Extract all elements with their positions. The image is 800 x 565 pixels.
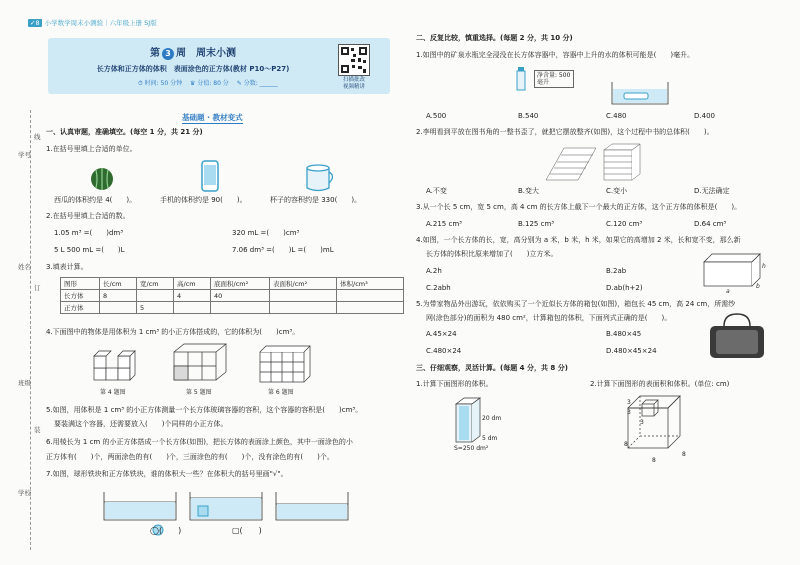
answer-cube[interactable]: ▢( ) bbox=[232, 526, 262, 535]
table-header: 底面积/cm² bbox=[211, 278, 270, 290]
cube-label: 3 bbox=[627, 399, 631, 406]
cube-label: 3 bbox=[627, 409, 631, 416]
table-cell bbox=[270, 290, 337, 302]
table-header: 图形 bbox=[61, 278, 100, 290]
painted-cuboid-figure bbox=[258, 344, 312, 384]
table-cell: 5 bbox=[137, 302, 174, 314]
question-4: 4.下面图中的物体是用体积为 1 cm³ 的小正方体搭成的，它的体积为( )cm³。 bbox=[46, 328, 300, 336]
choice-5-option[interactable]: C.480×24 bbox=[426, 347, 462, 355]
table-cell bbox=[174, 302, 211, 314]
figure-label: 第 6 题图 bbox=[268, 389, 294, 396]
cube-label: 8 bbox=[652, 457, 656, 464]
choice-1-option[interactable]: A.500 bbox=[426, 112, 447, 120]
table-header: 体积/cm³ bbox=[337, 278, 404, 290]
section-1-heading: 一、认真审题，准确填空。(每空 1 分，共 21 分) bbox=[46, 128, 203, 136]
glass-container-figure bbox=[170, 340, 230, 384]
question-5a: 5.如图，用体积是 1 cm³ 的小正方体测量一个长方体玻璃容器的容积，这个容器的容积是( )cm³。 bbox=[46, 406, 363, 414]
choice-3-option[interactable]: A.215 cm³ bbox=[426, 220, 462, 228]
table-header: 长/cm bbox=[100, 278, 137, 290]
choice-5-option[interactable]: B.480×45 bbox=[606, 330, 642, 338]
table-cell: 8 bbox=[100, 290, 137, 302]
table-cell: 正方体 bbox=[61, 302, 100, 314]
choice-1: 1.如图中的矿泉水瓶完全浸没在长方体容器中，容器中上升的水的体积可能是( )毫升。 bbox=[416, 51, 695, 59]
choice-2-option[interactable]: D.无法确定 bbox=[694, 187, 730, 195]
table-cell bbox=[337, 302, 404, 314]
choice-3-option[interactable]: D.64 cm³ bbox=[694, 220, 727, 228]
choice-3: 3.从一个长 5 cm，宽 5 cm，高 4 cm 的长方体上截下一个最大的正方体，这个正方体的体积是( )。 bbox=[416, 203, 742, 211]
table-cell: 4 bbox=[174, 290, 211, 302]
cube-label: 8 bbox=[624, 441, 628, 448]
section-2-heading: 二、反复比较，慎重选择。(每题 2 分，共 10 分) bbox=[416, 34, 573, 42]
qr-code[interactable] bbox=[338, 44, 370, 76]
table-cell bbox=[211, 302, 270, 314]
qr-caption: 扫描批改 视频精讲 bbox=[342, 77, 365, 90]
table-row bbox=[61, 290, 404, 302]
question-2d: 7.06 dm³ =( )L =( )mL bbox=[232, 246, 334, 254]
score-icon: ♛ bbox=[190, 80, 196, 87]
calc-1: 1.计算下面图形的体积。 bbox=[416, 380, 493, 388]
side-line-mark: 线 bbox=[34, 133, 41, 141]
choice-1-option[interactable]: D.400 bbox=[694, 112, 715, 120]
question-7: 7.如图，球形铁块和正方体铁块，谁的体积大一些？在体积大的括号里画"√"。 bbox=[46, 470, 288, 478]
choice-2: 2.李明看到平放在图书角的一整书歪了，就把它摆放整齐(如图)，这个过程中书的总体积( )。 bbox=[416, 128, 714, 136]
choice-5-option[interactable]: A.45×24 bbox=[426, 330, 457, 338]
table-cell bbox=[100, 302, 137, 314]
table-cell bbox=[137, 290, 174, 302]
side-label-xuehao: 学号 bbox=[18, 151, 31, 159]
calc-2: 2.计算下面图形的表面积和体积。(单位: cm) bbox=[590, 380, 730, 388]
side-label-xingming: 姓名 bbox=[18, 263, 31, 271]
binding-line bbox=[30, 110, 31, 550]
cube-stack-figure bbox=[90, 346, 146, 384]
choice-3-option[interactable]: B.125 cm³ bbox=[518, 220, 555, 228]
choice-2-option[interactable]: A.不变 bbox=[426, 187, 447, 195]
table-row bbox=[61, 302, 404, 314]
submerged-bottle-figure bbox=[610, 80, 670, 106]
prism-depth-label: 5 dm bbox=[482, 435, 498, 442]
header-bar bbox=[28, 18, 157, 27]
meta-info: ⏱ 时间: 50 分钟 ♛ 分值: 80 分 ✎ 分数: ______ bbox=[138, 80, 278, 87]
prism-base-label: S=250 dm² bbox=[454, 445, 489, 452]
table-header: 宽/cm bbox=[137, 278, 174, 290]
cuboid-abh-figure bbox=[700, 250, 770, 294]
question-2a: 1.05 m³ =( )dm³ bbox=[54, 229, 124, 237]
side-zhuang-mark: 装 bbox=[34, 426, 41, 434]
choice-4-option[interactable]: B.2ab bbox=[606, 267, 627, 275]
question-1a: 西瓜的体积约是 4( )。 bbox=[54, 196, 137, 204]
question-2b: 320 mL =( )cm³ bbox=[232, 229, 300, 237]
table-header-row bbox=[61, 278, 404, 290]
fig-label-a: a bbox=[726, 288, 730, 294]
phone-icon bbox=[201, 160, 219, 192]
fill-table bbox=[60, 277, 404, 314]
table-cell: 长方体 bbox=[61, 290, 100, 302]
choice-2-option[interactable]: C.变小 bbox=[606, 187, 628, 195]
choice-5a: 5.为带家物品外出游玩，依依购买了一个近似长方体的箱包(如图)，箱包长 45 cm，高 24 cm，所需纱 bbox=[416, 300, 736, 308]
table-header: 高/cm bbox=[174, 278, 211, 290]
choice-2-option[interactable]: B.变大 bbox=[518, 187, 540, 195]
table-cell: 40 bbox=[211, 290, 270, 302]
header-tag: ✓8 bbox=[30, 19, 40, 27]
choice-4b: 长方体的体积比原来增加了( )立方米。 bbox=[426, 250, 558, 258]
prism-height-label: 20 dm bbox=[482, 415, 502, 422]
choice-4-option[interactable]: D.ab(h+2) bbox=[606, 284, 643, 292]
side-label-banji: 班级 bbox=[18, 379, 31, 387]
slanted-books-figure bbox=[544, 142, 600, 182]
question-2: 2.在括号里填上合适的数。 bbox=[46, 212, 130, 220]
pen-icon: ✎ bbox=[236, 80, 242, 87]
page-title: 第 3 周 周末小测 bbox=[150, 48, 236, 59]
choice-3-option[interactable]: C.120 cm³ bbox=[606, 220, 643, 228]
choice-4-option[interactable]: C.2abh bbox=[426, 284, 451, 292]
figure-label: 第 5 题图 bbox=[186, 389, 212, 396]
figure-label: 第 4 题图 bbox=[100, 389, 126, 396]
bottle-label: 净含量: 500 毫升 bbox=[534, 70, 574, 88]
page-subtitle: 长方体和正方体的体积 表面涂色的正方体(教材 P10～P27) bbox=[96, 65, 290, 73]
side-label-xuexiao: 学校 bbox=[18, 489, 31, 497]
side-ding-mark: 订 bbox=[34, 284, 41, 292]
choice-1-option[interactable]: B.540 bbox=[518, 112, 539, 120]
table-header: 表面积/cm² bbox=[270, 278, 337, 290]
question-5b: 要装满这个容器，还需要放入( )个同样的小正方体。 bbox=[54, 420, 228, 428]
answer-ball[interactable]: ◯( ) bbox=[150, 526, 182, 535]
header-text: 小学数学周末小测验｜六年级上册 SJ版 bbox=[44, 19, 157, 27]
question-1c: 杯子的容积约是 330( )。 bbox=[270, 196, 362, 204]
question-2c: 5 L 500 mL =( )L bbox=[54, 246, 125, 254]
choice-5b: 网(涂色部分)的面积为 480 cm²，计算箱包的体积，下面列式正确的是( )。 bbox=[426, 314, 672, 322]
week-number: 3 bbox=[162, 48, 174, 60]
choice-1-option[interactable]: C.480 bbox=[606, 112, 627, 120]
question-3: 3.填表计算。 bbox=[46, 263, 88, 271]
table-cell bbox=[270, 302, 337, 314]
table-cell bbox=[337, 290, 404, 302]
cup-icon bbox=[303, 162, 337, 194]
water-bottle-icon bbox=[514, 66, 528, 92]
cube-label: 3 bbox=[640, 419, 644, 426]
question-1: 1.在括号里填上合适的单位。 bbox=[46, 145, 137, 153]
choice-4a: 4.如图，一个长方体的长，宽，高分别为 a 米，b 米，h 米，如果它的高增加 2 米，长和宽不变，那么新 bbox=[416, 236, 741, 244]
travel-bag-figure bbox=[704, 312, 770, 362]
question-1b: 手机的体积约是 90( )。 bbox=[160, 196, 247, 204]
choice-4-option[interactable]: A.2h bbox=[426, 267, 442, 275]
section-badge: 基础题 · 教材变式 bbox=[182, 113, 243, 122]
cube-label: 8 bbox=[682, 451, 686, 458]
question-6b: 正方体有( )个，两面涂色的有( )个，三面涂色的有( )个，没有涂色的有( )个。 bbox=[46, 453, 334, 461]
question-6a: 6.用棱长为 1 cm 的小正方体搭成一个长方体(如图)，把长方体的表面涂上颜色，其中一面涂色的小 bbox=[46, 438, 353, 446]
choice-5-option[interactable]: D.480×45×24 bbox=[606, 347, 657, 355]
clock-icon: ⏱ bbox=[138, 80, 143, 87]
fig-label-h: h bbox=[762, 263, 766, 270]
result-container-figure bbox=[272, 488, 352, 536]
stacked-books-figure bbox=[602, 140, 642, 184]
watermelon-icon bbox=[88, 166, 116, 192]
section-3-heading: 三、仔细观察，灵活计算。(每题 4 分，共 8 分) bbox=[416, 364, 568, 372]
fig-label-b: b bbox=[756, 283, 760, 290]
